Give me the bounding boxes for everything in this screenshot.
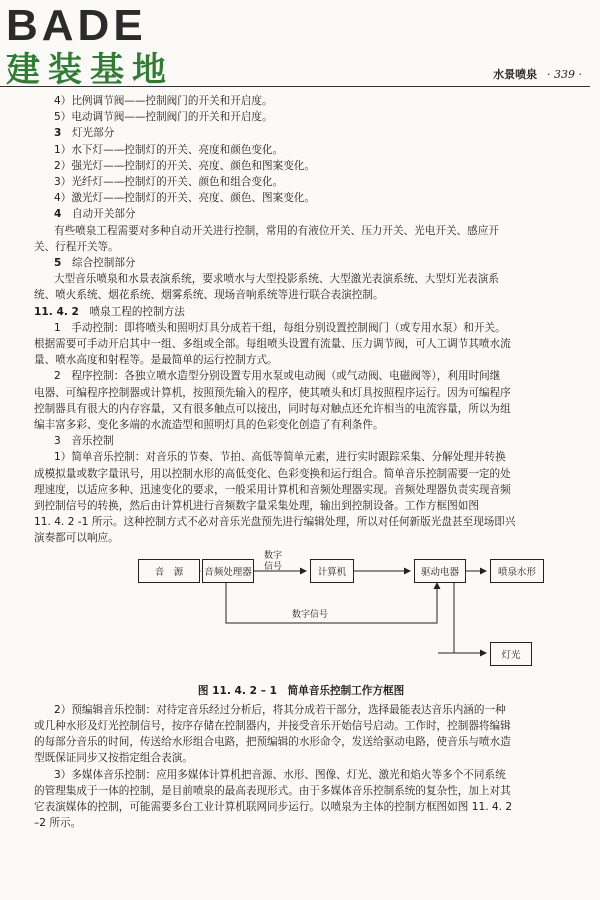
- label-digital-signal-bottom: 数字信号: [292, 609, 329, 620]
- paragraph-line: 1）简单音乐控制：对音乐的节奏、节拍、高低等简单元素，进行实时跟踪采集、分解处理并转换: [54, 451, 506, 464]
- list-item: 2）强光灯——控制灯的开关、亮度、颜色和图案变化。: [54, 159, 315, 172]
- paragraph-line: 它表演媒体的控制，可能需要多台工业计算机联网同步运行。以喷泉为主体的控制方框图如图 11. 4. 2: [34, 800, 513, 813]
- paragraph-line: 3）多媒体音乐控制：应用多媒体计算机把音源、水形、图像、灯光、激光和焰火等多个不同系统: [54, 768, 506, 781]
- paragraph-line: 的每部分音乐的时间，传送给水形组合电路，把预编辑的水形命令，发送给驱动电路，使音乐与喷水造: [34, 736, 511, 749]
- paragraph-line: 电器、可编程序控制器或计算机，按照预先输入的程序，使其喷头和灯具按照程序运行。因为可编程序: [34, 386, 511, 399]
- running-title: 水景喷泉: [493, 68, 538, 81]
- section-heading-methods: 11. 4. 2 喷泉工程的控制方法: [34, 305, 185, 318]
- box-driver: 驱动电器: [414, 559, 466, 583]
- paragraph-line: 2 程序控制：各独立喷水造型分别设置专用水泵或电动阀（或气动阀、电磁阀等），利用时间继: [54, 370, 501, 383]
- paragraph-line: 有些喷泉工程需要对多种自动开关进行控制，常用的有液位开关、压力开关、光电开关、感应开: [54, 224, 499, 237]
- box-fountain-shape: 喷泉水形: [490, 559, 544, 583]
- label-digital-signal-top: 数字 信号: [264, 550, 283, 572]
- section-heading-auto: 4 自动开关部分: [54, 208, 136, 221]
- paragraph-line: 到控制信号的转换，然后由计算机进行音频数字量采集处理，输出到控制设备。工作方框图如图: [34, 500, 479, 513]
- box-audio-source: 音 源: [138, 559, 200, 583]
- section-heading-light: 3 灯光部分: [54, 127, 115, 140]
- paragraph-line: 1 手动控制：即将喷头和照明灯具分成若干组，每组分别设置控制阀门（或专用水泵）和开关。: [54, 321, 506, 334]
- paragraph-line: 控制器具有很大的内存容量，又有很多触点可以接出，同时每对触点还允许相当的电流容量，所以为组: [34, 402, 511, 415]
- running-header: [493, 66, 582, 82]
- paragraph-line: 2）预编辑音乐控制：对待定音乐经过分析后，将其分成若干部分，选择最能表达音乐内涵的一种: [54, 703, 506, 716]
- box-audio-processor: 音频处理器: [202, 559, 254, 583]
- paragraph-line: 成模拟量或数字量讯号，用以控制水形的高低变化、色彩变换和运行组合。简单音乐控制需要一定的处: [34, 467, 511, 480]
- site-logo: [6, 1, 176, 90]
- section-heading-combo: 5 综合控制部分: [54, 257, 136, 270]
- figure-caption: 图 11. 4. 2 – 1 简单音乐控制工作方框图: [197, 684, 405, 697]
- list-item: 4）比例调节阀——控制阀门的开关和开启度。: [54, 95, 273, 107]
- paragraph-line: 量、喷水高度和射程等。是最简单的运行控制方式。: [34, 354, 278, 367]
- page-number: · 339 ·: [547, 68, 582, 81]
- subsection-heading-music: 3 音乐控制: [54, 435, 114, 448]
- paragraph-line: 大型音乐喷泉和水景表演系统，要求喷水与大型投影系统、大型激光表演系统、大型灯光表演系: [54, 273, 499, 286]
- paragraph-line: 演奏都可以响应。: [34, 532, 119, 545]
- list-item: 4）激光灯——控制灯的开关、亮度、颜色、图案变化。: [54, 192, 315, 205]
- paragraph-line: 的管理集成于一体的控制，是目前喷泉的最高表现形式。由于多媒体音乐控制系统的复杂性，加上对其: [34, 784, 511, 797]
- list-item: 1）水下灯——控制灯的开关、亮度和颜色变化。: [54, 143, 284, 156]
- box-computer: 计算机: [310, 559, 354, 583]
- paragraph-line: 型既保证同步又按指定组合表演。: [34, 752, 193, 765]
- logo-text-cn: 建装基地: [6, 50, 174, 90]
- box-light: 灯光: [490, 642, 532, 666]
- logo-text-en: BADE: [6, 1, 147, 50]
- page-body: [34, 93, 568, 831]
- paragraph-line: 根据需要可手动开启其中一组、多组或全部。每组喷头设置有流量、压力调节阀，可人工调节其喷水流: [34, 338, 511, 351]
- header-rule: [0, 86, 590, 87]
- list-item: 3）光纤灯——控制灯的开关、颜色和组合变化。: [54, 176, 284, 189]
- paragraph-line: 统、喷火系统、烟花系统、烟雾系统、现场音响系统等进行联合表演控制。: [34, 289, 384, 302]
- paragraph-line: 11. 4. 2 -1 所示。这种控制方式不必对音乐光盘预先进行编辑处理，所以对任何新版光盘甚至现场即兴: [34, 516, 516, 529]
- paragraph-line: –2 所示。: [34, 817, 82, 830]
- paragraph-line: 或几种水形及灯光控制信号，按序存储在控制器内，并接受音乐开始信号启动。工作时，控制器将编辑: [34, 719, 511, 732]
- paragraph-line: 编丰富多彩、变化多端的水流造型和照明灯具的色彩变化创造了有利条件。: [34, 419, 384, 432]
- paragraph-line: 关、行程开关等。: [34, 240, 119, 253]
- list-item: 5）电动调节阀——控制阀门的开关和开启度。: [54, 111, 273, 124]
- block-diagram: [34, 550, 568, 681]
- paragraph-line: 理速度，以适应多种、迅速变化的要求，一般采用计算机和音频处理器实现。音频处理器负责实现音频: [34, 483, 511, 496]
